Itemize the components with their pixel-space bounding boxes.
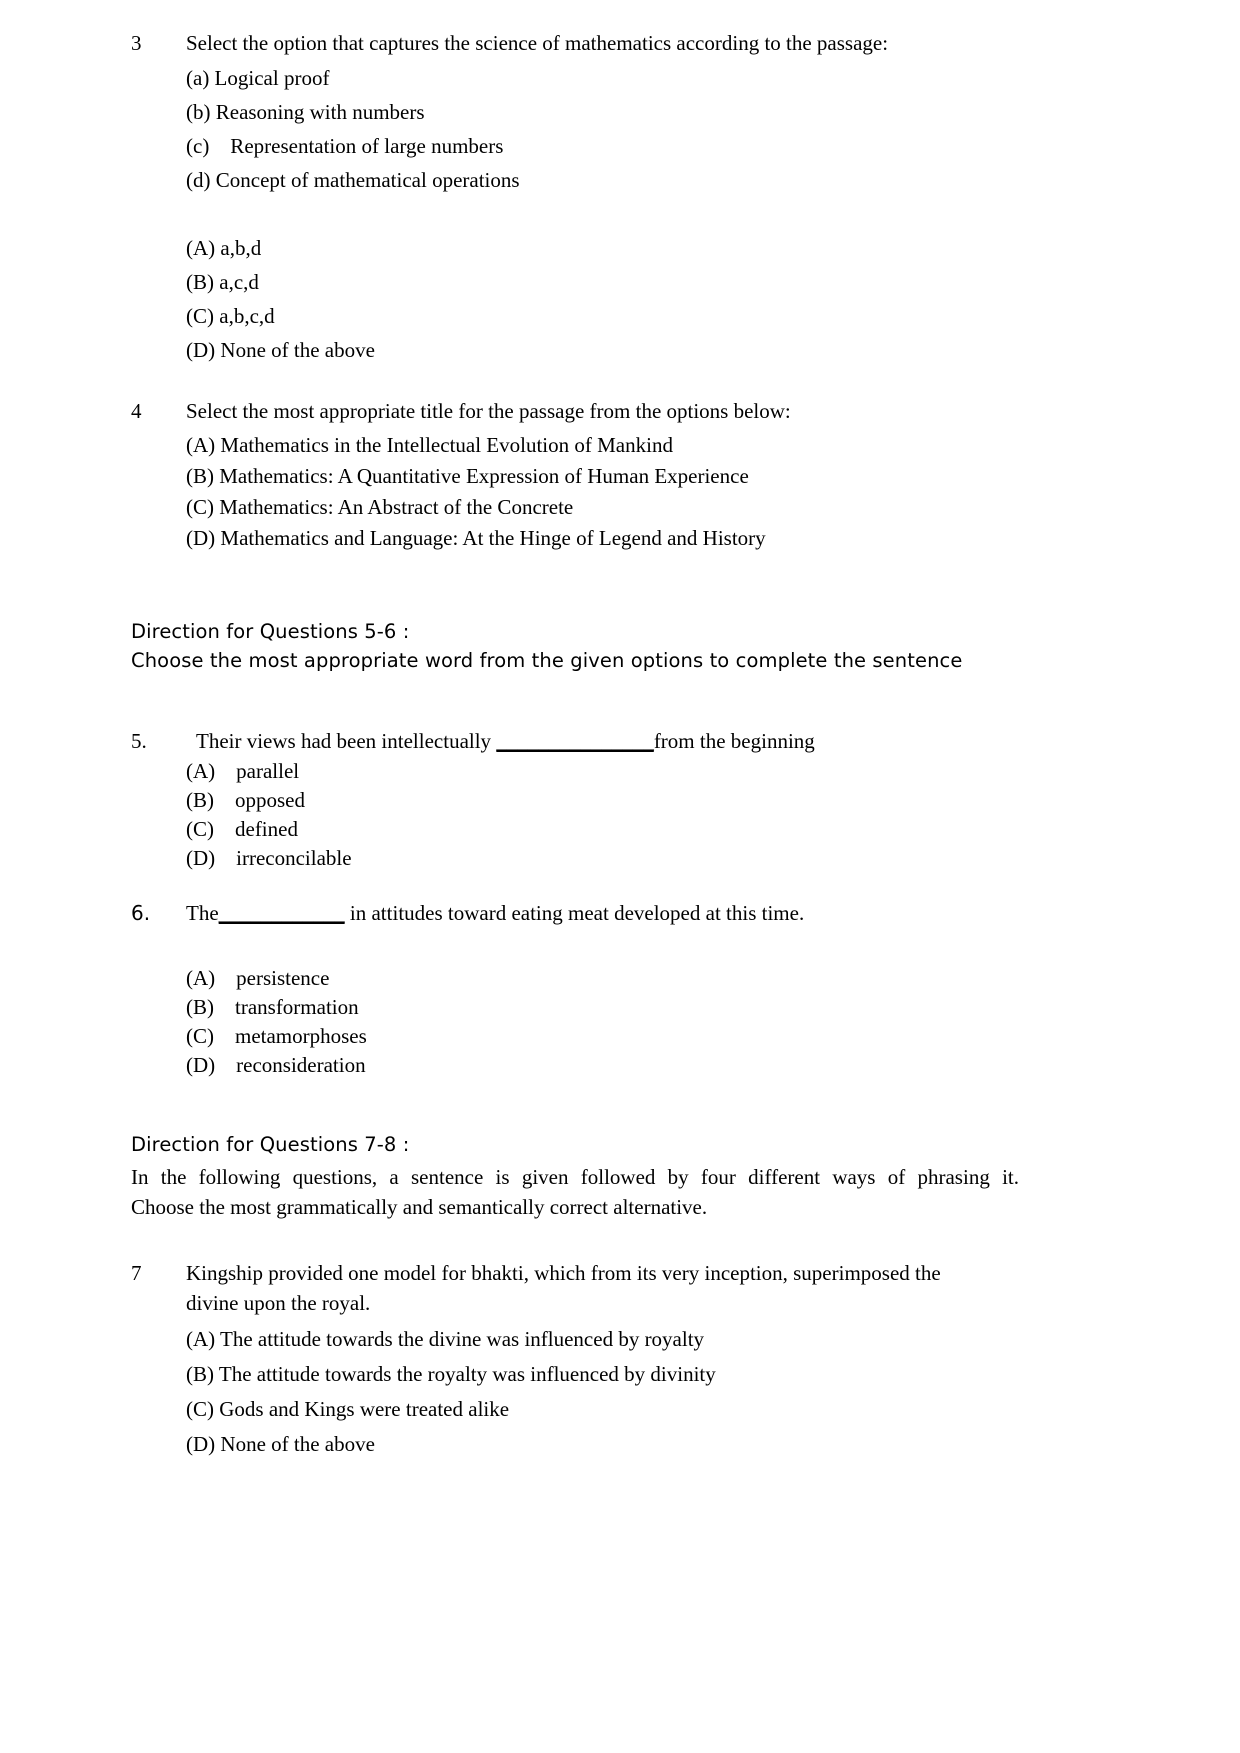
question-4-option-B[interactable]: (B) Mathematics: A Quantitative Expression of Human Experience bbox=[186, 464, 749, 488]
question-4-option-C[interactable]: (C) Mathematics: An Abstract of the Concrete bbox=[186, 495, 574, 519]
question-6-option-A[interactable]: (A) persistence bbox=[186, 966, 330, 990]
question-4-option-D[interactable]: (D) Mathematics and Language: At the Hinge of Legend and History bbox=[186, 526, 766, 550]
question-block-3 bbox=[131, 28, 1111, 365]
question-6-blank[interactable]: ____________ bbox=[218, 901, 345, 925]
question-7-prompt-line1: Kingship provided one model for bhakti, which from its very inception, superimposed the bbox=[186, 1261, 941, 1285]
question-6-prompt-pre: The bbox=[186, 901, 219, 925]
question-7-number: 7 bbox=[131, 1261, 142, 1285]
question-5-prompt bbox=[196, 726, 1111, 756]
question-7-heading bbox=[131, 1258, 1111, 1318]
question-6-prompt bbox=[186, 898, 1111, 928]
direction-7-8-heading: Direction for Questions 7-8 : bbox=[131, 1133, 410, 1156]
question-6-heading bbox=[131, 898, 1111, 928]
question-3-suboption-a[interactable]: (a) Logical proof bbox=[186, 66, 330, 90]
direction-5-6-heading: Direction for Questions 5-6 : bbox=[131, 620, 410, 643]
question-3-option-C[interactable]: (C) a,b,c,d bbox=[186, 304, 275, 328]
question-4-number: 4 bbox=[131, 399, 142, 423]
question-5-prompt-pre: Their views had been intellectually bbox=[196, 729, 497, 753]
question-3-heading bbox=[131, 28, 1111, 58]
question-7-option-A[interactable]: (A) The attitude towards the divine was influenced by royalty bbox=[186, 1327, 705, 1351]
question-block-4 bbox=[131, 396, 1111, 553]
question-3-prompt: Select the option that captures the science of mathematics according to the passage: bbox=[186, 31, 889, 55]
question-3-option-A[interactable]: (A) a,b,d bbox=[186, 236, 262, 260]
question-6-option-B[interactable]: (B) transformation bbox=[186, 995, 359, 1019]
question-5-option-C[interactable]: (C) defined bbox=[186, 817, 298, 841]
question-block-5 bbox=[131, 726, 1111, 873]
question-6-option-D[interactable]: (D) reconsideration bbox=[186, 1053, 366, 1077]
question-block-6 bbox=[131, 898, 1111, 1080]
question-6-prompt-post: in attitudes toward eating meat developed at this time. bbox=[344, 901, 805, 925]
question-4-heading bbox=[131, 396, 1111, 426]
question-6-option-C[interactable]: (C) metamorphoses bbox=[186, 1024, 367, 1048]
question-5-blank[interactable]: _______________ bbox=[496, 729, 654, 753]
question-3-suboption-d[interactable]: (d) Concept of mathematical operations bbox=[186, 168, 520, 192]
question-3-option-D[interactable]: (D) None of the above bbox=[186, 338, 375, 362]
question-7-prompt bbox=[186, 1258, 991, 1318]
question-4-prompt: Select the most appropriate title for the passage from the options below: bbox=[186, 399, 791, 423]
question-7-option-B[interactable]: (B) The attitude towards the royalty was influenced by divinity bbox=[186, 1362, 716, 1386]
question-7-option-C[interactable]: (C) Gods and Kings were treated alike bbox=[186, 1397, 510, 1421]
direction-7-8-body-line2: Choose the most grammatically and semantically correct alternative. bbox=[131, 1195, 708, 1219]
question-5-prompt-post: from the beginning bbox=[653, 729, 815, 753]
direction-7-8-body-line1: In the following questions, a sentence is given followed by four different ways of phrasing it. bbox=[131, 1165, 1019, 1189]
question-block-7 bbox=[131, 1258, 1111, 1462]
question-3-suboption-b[interactable]: (b) Reasoning with numbers bbox=[186, 100, 425, 124]
direction-5-6-body: Choose the most appropriate word from the given options to complete the sentence bbox=[131, 649, 963, 672]
question-5-option-A[interactable]: (A) parallel bbox=[186, 759, 300, 783]
question-7-prompt-line2: divine upon the royal. bbox=[186, 1291, 371, 1315]
question-5-number: 5. bbox=[131, 729, 147, 753]
question-6-number: 6. bbox=[131, 901, 151, 925]
question-3-option-B[interactable]: (B) a,c,d bbox=[186, 270, 259, 294]
question-3-suboption-c[interactable]: (c) Representation of large numbers bbox=[186, 134, 504, 158]
question-4-option-A[interactable]: (A) Mathematics in the Intellectual Evolution of Mankind bbox=[186, 433, 673, 457]
question-5-option-B[interactable]: (B) opposed bbox=[186, 788, 305, 812]
question-3-number: 3 bbox=[131, 31, 142, 55]
direction-7-8-body bbox=[131, 1162, 1019, 1222]
question-5-heading bbox=[131, 726, 1111, 756]
question-5-option-D[interactable]: (D) irreconcilable bbox=[186, 846, 352, 870]
question-7-option-D[interactable]: (D) None of the above bbox=[186, 1432, 375, 1456]
